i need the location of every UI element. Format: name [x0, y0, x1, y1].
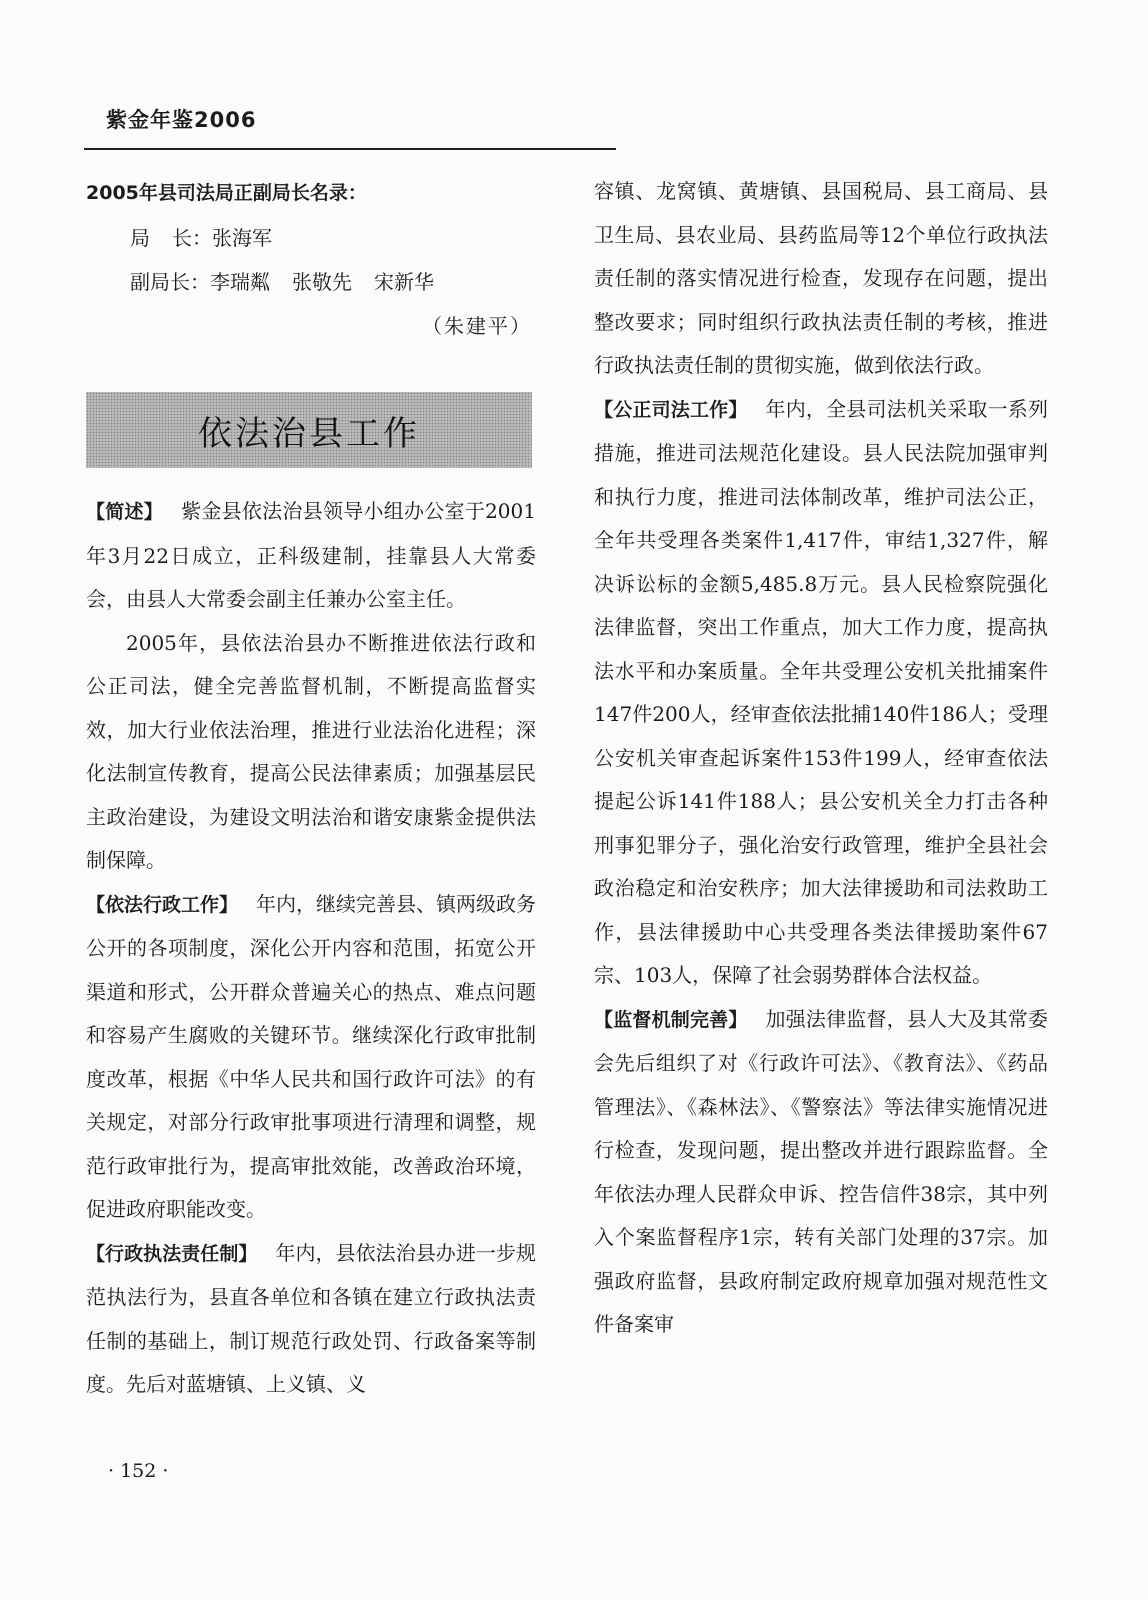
enforcement-continued: 容镇、龙窝镇、黄塘镇、县国税局、县工商局、县卫生局、县农业局、县药监局等12个单位行政执法责任制的落实情况进行检查，发现存在问题，提出整改要求；同时组织行政执法责任制的考核，推进行政执法责任制的贯彻实施，做到依法行政。: [594, 179, 1048, 377]
enforcement-text-left: 年内，县依法治县办进一步规范执法行为，县直各单位和各镇在建立行政执法责任制的基础上，制订规范行政处罚、行政备案等制度。先后对蓝塘镇、上义镇、义: [86, 1240, 536, 1396]
section-banner-title: 依法治县工作: [198, 413, 420, 454]
deputy-label: 副局长：: [130, 270, 210, 294]
right-column: [594, 170, 1048, 1347]
enforcement-paragraph: [86, 1232, 536, 1407]
deputy-name-3: 宋新华: [374, 270, 434, 294]
director-roster: [86, 170, 536, 348]
admin-law-text: 年内，继续完善县、镇两级政务公开的各项制度，深化公开内容和范围，拓宽公开渠道和形式，公开群众普遍关心的热点、难点问题和容易产生腐败的关键环节。继续深化行政审批制度改革，根据《中华人民共和国行政许可法》的有关规定，对部分行政审批事项进行清理和调整，规范行政审批行为，提高审批效能，改善政治环境，促进政府职能改变。: [86, 891, 537, 1221]
director-line: [86, 216, 536, 260]
deputy-name-1: 李瑞粼: [210, 270, 270, 294]
admin-law-paragraph: [86, 883, 536, 1232]
overview-paragraph-2: 2005年，县依法治县办不断推进依法行政和公正司法，健全完善监督机制，不断提高监督实效，加大行业依法治理，推进行业法治化进程；深化法制宣传教育，提高公民法律素质；加强基层民主政治建设，为建设文明法治和谐安康紫金提供法制保障。: [86, 630, 536, 872]
overview-heading: 【简述】: [86, 501, 164, 523]
judicial-text: 年内，全县司法机关采取一系列措施，推进司法规范化建设。县人民法院加强审判和执行力度，推进司法体制改革，维护司法公正，全年共受理各类案件1,417件，审结1,327件，解决诉讼标的金额5,485.8万元。县人民检察院强化法律监督，突出工作重点，加大工作力度，提高执法水平和办案质量。全年共受理公安机关批捕案件147件200人，经审查依法批捕140件186人；受理公安机关审查起诉案件153件199人，经审查依法提起公诉141件188人；县公安机关全力打击各种刑事犯罪分子，强化治安行政管理，维护全县社会政治稳定和治安秩序；加大法律援助和司法救助工作，县法律援助中心共受理各类法律援助案件67宗、103人，保障了社会弱势群体合法权益。: [594, 396, 1048, 987]
running-title: 紫金年鉴2006: [106, 108, 257, 132]
deputy-line: [86, 260, 536, 304]
judicial-heading: 【公正司法工作】: [594, 398, 748, 421]
overview-text: 紫金县依法治县领导小组办公室于2001年3月22日成立，正科级建制，挂靠县人大常委会，由县人大常委会副主任兼办公室主任。: [86, 499, 536, 611]
judicial-paragraph: [594, 388, 1048, 998]
director-name: 张海军: [212, 226, 272, 250]
overview-paragraph: [86, 490, 536, 622]
supervision-text: 加强法律监督，县人大及其常委会先后组织了对《行政许可法》、《教育法》、《药品管理法》、《森林法》、《警察法》等法律实施情况进行检查，发现问题，提出整改并进行跟踪监督。全年依法办理人民群众申诉、控告信件38宗，其中列入个案监督程序1宗，转有关部门处理的37宗。加强政府监督，县政府制定政府规章加强对规范性文件备案审: [594, 1006, 1048, 1336]
director-label-2: 长：: [172, 226, 212, 250]
director-label: 局: [130, 226, 150, 250]
left-column: [86, 170, 536, 1407]
supervision-heading: 【监督机制完善】: [594, 1008, 748, 1031]
page-number: · 152 ·: [108, 1460, 169, 1482]
supervision-paragraph: [594, 998, 1048, 1347]
deputy-name-2: 张敬先: [292, 270, 352, 294]
roster-title: 2005年县司法局正副局长名录：: [86, 182, 367, 204]
admin-law-heading: 【依法行政工作】: [86, 893, 239, 916]
header-rule: [84, 148, 616, 150]
section-banner: [86, 392, 532, 468]
author-credit: （朱建平）: [422, 314, 532, 338]
enforcement-heading: 【行政执法责任制】: [86, 1242, 258, 1265]
